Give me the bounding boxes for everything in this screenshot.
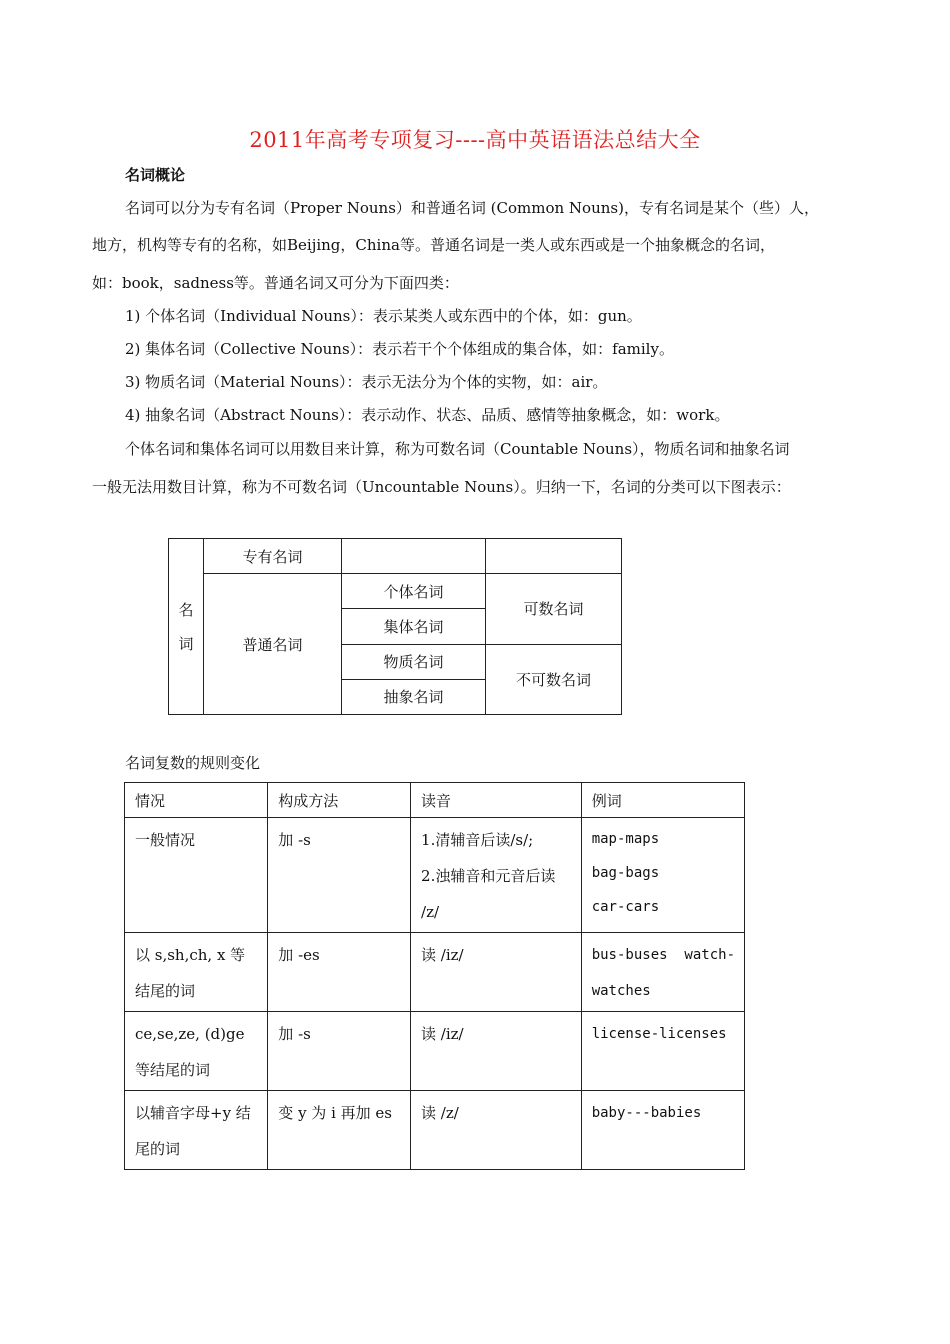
common-noun-cell: 普通名词 bbox=[204, 574, 342, 715]
pronunciation-text: 读 /iz/ bbox=[421, 1025, 464, 1043]
column-header: 读音 bbox=[411, 783, 582, 818]
collective-noun-cell: 集体名词 bbox=[342, 609, 486, 644]
empty-cell bbox=[486, 539, 622, 574]
method-cell bbox=[268, 933, 411, 1012]
method-text: 变 y 为 i 再加 es bbox=[278, 1104, 392, 1122]
countable-cell: 可数名词 bbox=[486, 574, 622, 644]
method-text: 加 -s bbox=[278, 831, 311, 849]
case-cell bbox=[125, 818, 268, 933]
examples-cell bbox=[581, 818, 744, 933]
case-cell bbox=[125, 1091, 268, 1170]
material-noun-cell: 物质名词 bbox=[342, 644, 486, 679]
method-cell bbox=[268, 818, 411, 933]
case-text: 等结尾的词 bbox=[135, 1061, 211, 1079]
example-text: bag-bags bbox=[591, 865, 660, 881]
method-cell bbox=[268, 1091, 411, 1170]
examples-cell bbox=[581, 933, 744, 1012]
case-cell bbox=[125, 933, 268, 1012]
pronunciation-cell bbox=[411, 1012, 582, 1091]
plural-section-title: 名词复数的规则变化 bbox=[125, 754, 261, 772]
example-text: bus-buses watch- bbox=[591, 947, 735, 963]
summary-line-2: 一般无法用数目计算，称为不可数名词（Uncountable Nouns）。归纳一下，名词的分类可以下图表示： bbox=[92, 478, 791, 496]
examples-cell bbox=[581, 1012, 744, 1091]
table-row bbox=[125, 933, 745, 1012]
intro-line-1: 名词可以分为专有名词（Proper Nouns）和普通名词 (Common Nouns)，专有名词是某个（些）人， bbox=[125, 199, 819, 217]
category-item: 1) 个体名词（Individual Nouns）：表示某类人或东西中的个体，如：gun。 bbox=[125, 307, 642, 325]
table-row bbox=[125, 1091, 745, 1170]
noun-classification-table bbox=[168, 538, 622, 715]
pronunciation-text: 2.浊辅音和元音后读 bbox=[421, 867, 556, 885]
table-header-row bbox=[125, 783, 745, 818]
example-text: license-licenses bbox=[591, 1026, 727, 1042]
category-item: 4) 抽象名词（Abstract Nouns）：表示动作、状态、品质、感情等抽象概念，如：work。 bbox=[125, 406, 730, 424]
case-text: 以 s,sh,ch, x 等 bbox=[135, 946, 246, 964]
method-cell bbox=[268, 1012, 411, 1091]
case-cell bbox=[125, 1012, 268, 1091]
pronunciation-cell bbox=[411, 818, 582, 933]
method-text: 加 -s bbox=[278, 1025, 311, 1043]
table-row bbox=[125, 1012, 745, 1091]
plural-rules-table bbox=[124, 782, 745, 1170]
summary-line-1: 个体名词和集体名词可以用数目来计算，称为可数名词（Countable Nouns），物质名词和抽象名词 bbox=[125, 440, 790, 458]
case-text: 尾的词 bbox=[135, 1140, 181, 1158]
intro-line-3: 如：book，sadness等。普通名词又可分为下面四类： bbox=[92, 274, 459, 292]
category-item: 2) 集体名词（Collective Nouns）：表示若干个个体组成的集合体，如：family。 bbox=[125, 340, 674, 358]
abstract-noun-cell: 抽象名词 bbox=[342, 679, 486, 714]
pronunciation-cell bbox=[411, 933, 582, 1012]
pronunciation-text: 读 /iz/ bbox=[421, 946, 464, 964]
proper-noun-cell: 专有名词 bbox=[204, 539, 342, 574]
method-text: 加 -es bbox=[278, 946, 320, 964]
pronunciation-cell bbox=[411, 1091, 582, 1170]
pronunciation-text: /z/ bbox=[421, 903, 440, 921]
examples-cell bbox=[581, 1091, 744, 1170]
empty-cell bbox=[342, 539, 486, 574]
root-char: 词 bbox=[178, 634, 194, 653]
column-header: 例词 bbox=[581, 783, 744, 818]
individual-noun-cell: 个体名词 bbox=[342, 574, 486, 609]
pronunciation-text: 1.清辅音后读/s/; bbox=[421, 831, 534, 849]
case-text: 以辅音字母+y 结 bbox=[135, 1104, 251, 1122]
example-text: map-maps bbox=[591, 831, 660, 847]
case-text: 一般情况 bbox=[135, 831, 196, 849]
section-heading: 名词概论 bbox=[125, 166, 186, 184]
root-cell bbox=[169, 539, 204, 715]
example-text: baby---babies bbox=[591, 1105, 702, 1121]
case-text: 结尾的词 bbox=[135, 982, 196, 1000]
table-row bbox=[125, 818, 745, 933]
case-text: ce,se,ze, (d)ge bbox=[135, 1025, 245, 1043]
example-text: car-cars bbox=[591, 899, 660, 915]
category-item: 3) 物质名词（Material Nouns）：表示无法分为个体的实物，如：air。 bbox=[125, 373, 608, 391]
intro-line-2: 地方，机构等专有的名称，如Beijing，China等。普通名词是一类人或东西或是一个抽象概念的名词， bbox=[92, 236, 775, 254]
column-header: 情况 bbox=[125, 783, 268, 818]
example-text: watches bbox=[591, 983, 651, 999]
document-title: 2011年高考专项复习----高中英语语法总结大全 bbox=[249, 128, 701, 152]
column-header: 构成方法 bbox=[268, 783, 411, 818]
root-char: 名 bbox=[178, 600, 194, 619]
uncountable-cell: 不可数名词 bbox=[486, 644, 622, 714]
pronunciation-text: 读 /z/ bbox=[421, 1104, 459, 1122]
